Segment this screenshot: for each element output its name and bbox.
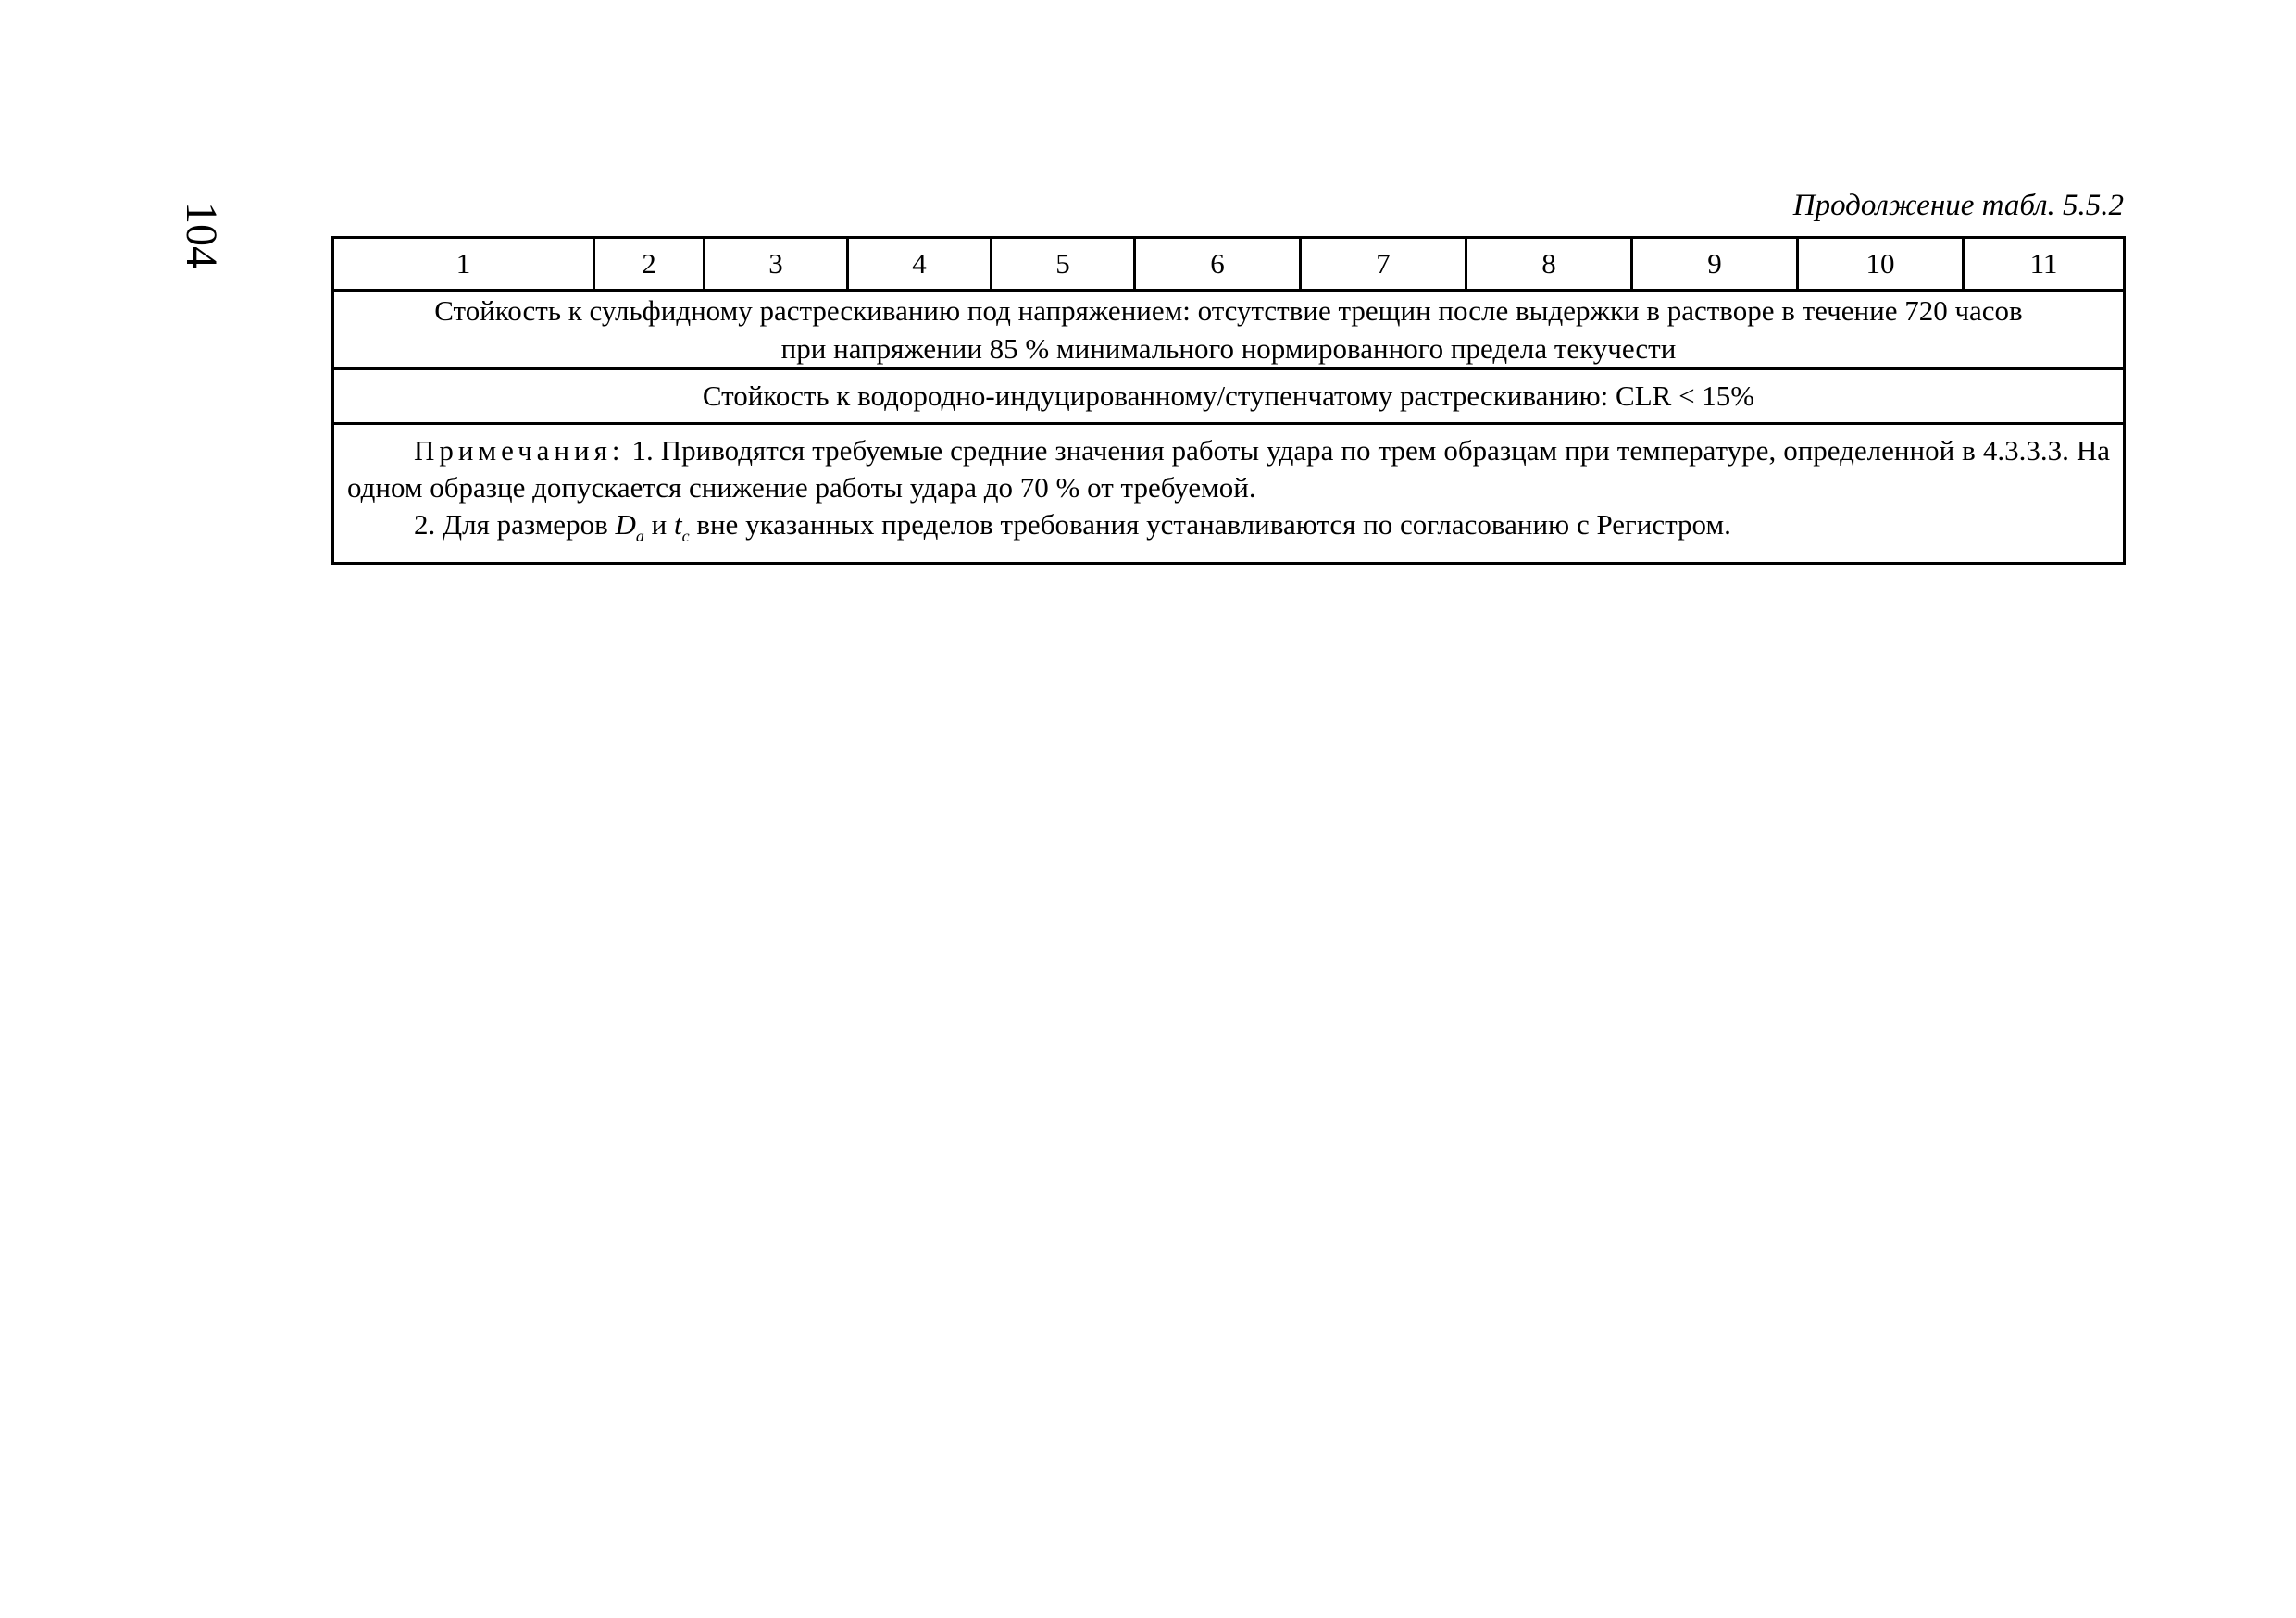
column-header: 3	[705, 238, 848, 291]
note-2-end: вне указанных пределов требования устанавливаются по согласованию с Регистром.	[696, 508, 1731, 541]
column-header: 10	[1798, 238, 1964, 291]
notes-row	[333, 424, 2125, 564]
column-header: 11	[1964, 238, 2125, 291]
column-header: 2	[594, 238, 705, 291]
sulfide-line-2: при напряжении 85 % минимального нормированного предела текучести	[780, 332, 1677, 365]
column-number-row	[333, 238, 2125, 291]
requirements-table	[331, 236, 2126, 565]
column-header: 8	[1466, 238, 1632, 291]
hic-row	[333, 369, 2125, 424]
column-header: 4	[848, 238, 992, 291]
hic-cell: Стойкость к водородно-индуцированному/ступенчатому растрескиванию: CLR < 15%	[333, 369, 2125, 424]
column-header: 9	[1632, 238, 1798, 291]
variable-d: D	[615, 508, 636, 541]
column-header: 5	[992, 238, 1135, 291]
note-1-text: 1. Приводятся требуемые средние значения работы удара по трем образцам при температуре, определенной в 4.3.3.3. На одном образце допускается снижение работы удара до 70 % от требуемой.	[347, 434, 2110, 504]
note-2-start: 2. Для размеров	[414, 508, 608, 541]
page-number: 104	[177, 202, 226, 268]
variable-t: t	[673, 508, 682, 541]
sulfide-cracking-cell	[333, 291, 2125, 369]
sulfide-line-1: Стойкость к сульфидному растрескиванию под напряжением: отсутствие трещин после выдержки в растворе в течение 720 часов	[434, 294, 2023, 327]
column-header: 1	[333, 238, 594, 291]
notes-label: Примечания:	[414, 434, 625, 467]
notes-cell	[333, 424, 2125, 564]
note-1	[347, 432, 2110, 506]
sulfide-cracking-row	[333, 291, 2125, 369]
subscript-a: a	[635, 527, 644, 545]
column-header: 7	[1301, 238, 1466, 291]
column-header: 6	[1135, 238, 1301, 291]
subscript-c: c	[681, 527, 690, 545]
conjunction: и	[651, 508, 668, 541]
note-2	[347, 506, 2110, 554]
table-continuation-caption: Продолжение табл. 5.5.2	[1792, 189, 2124, 222]
